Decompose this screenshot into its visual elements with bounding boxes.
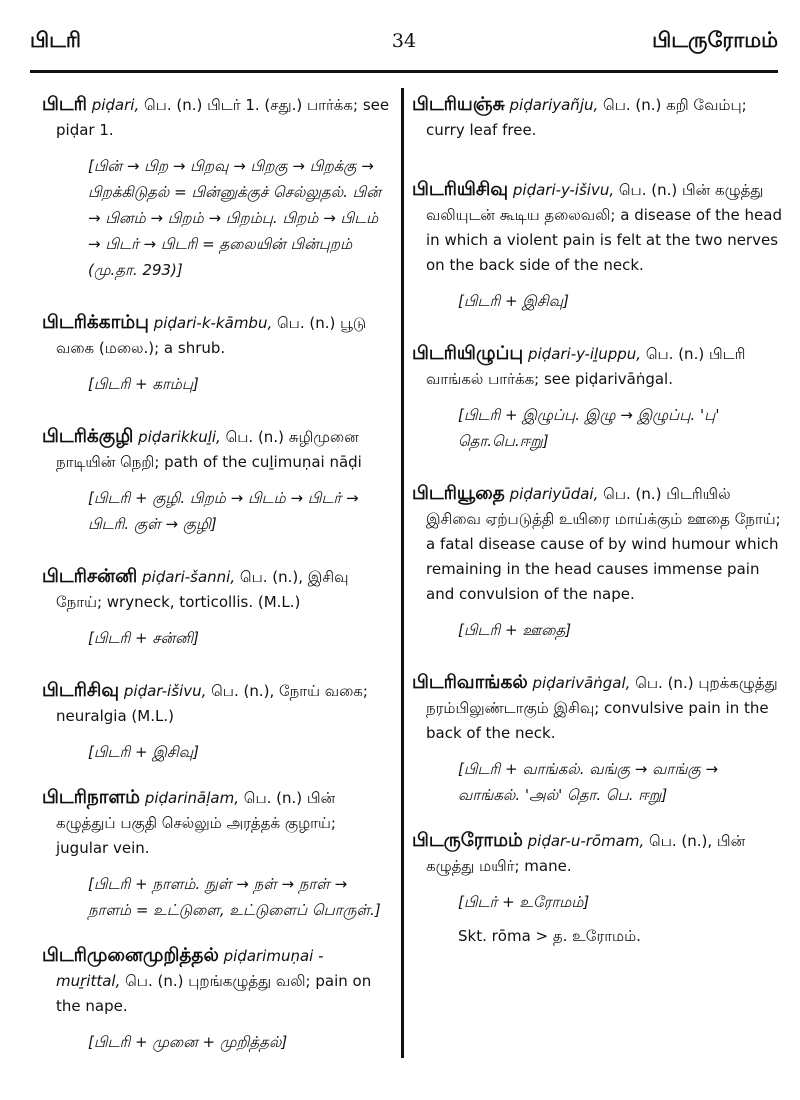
transliteration: piḍar-išivu,: [123, 682, 207, 700]
transliteration: piḍari,: [91, 96, 140, 114]
dictionary-entry: [42, 943, 390, 1055]
transliteration: piḍarimuṇai - muṟittal,: [56, 947, 324, 990]
entry-head: [42, 785, 390, 861]
headword: பிடரிமுனைமுறித்தல்: [42, 945, 219, 966]
etymology: [பின் → பிற → பிறவு → பிறகு → பிறக்கு → பிறக்கிடுதல் = பின்னுக்குச் செல்லுதல். பின் → பினம் → பிறம் → பிறம்பு. பிறம் → பிடம் → பிடர் → பிடரி = தலையின் பின்புறம் (மு.தா. 293)]: [88, 157, 381, 279]
loanword-note: Skt. rōma > த. உரோமம்.: [458, 927, 641, 945]
headword: பிடரிக்காம்பு: [42, 312, 149, 333]
definition: பெ. (n.) கறி வேம்பு; curry leaf free.: [426, 96, 747, 139]
dictionary-entry: [42, 310, 390, 397]
transliteration: piḍarivāṅgal,: [532, 674, 631, 692]
page-number: 34: [391, 30, 417, 52]
etymology: [பிடரி + இசிவு]: [88, 743, 199, 761]
etymology: [பிடரி + குழி. பிறம் → பிடம் → பிடர் → பிடரி. குள் → குழி]: [88, 489, 359, 533]
header-rule: [30, 70, 778, 73]
etymology: [பிடரி + ஊதை]: [458, 621, 572, 639]
dictionary-entry: [412, 670, 784, 808]
headword: பிடரிசன்னி: [42, 566, 138, 587]
transliteration: piḍariyañju,: [509, 96, 599, 114]
headword: பிடரியிசிவு: [412, 179, 509, 200]
column-divider: [401, 88, 404, 1058]
dictionary-entry: [412, 341, 784, 454]
transliteration: piḍariyūdai,: [509, 485, 599, 503]
definition: பெ. (n.) புறங்கழுத்து வலி; pain on the nape.: [56, 972, 372, 1015]
headword: பிடரிவாங்கல்: [412, 672, 528, 693]
entry-head: [42, 564, 390, 615]
dictionary-entry: [412, 481, 784, 643]
definition: பெ. (n.) சுழிமுனை நாடியின் நெறி; path of the cuḻimuṇai nāḍi: [56, 428, 362, 471]
definition: பெ. (n.) பிடரியில் இசிவை ஏற்படுத்தி உயிரை மாய்க்கும் ஊதை நோய்; a fatal disease cause of by wind humour which remaining in the head causes immense pain and convulsion of the nape.: [426, 485, 781, 603]
definition: பெ. (n.) புறக்கழுத்து நரம்பிலுண்டாகும் இசிவு; convulsive pain in the back of the neck.: [426, 674, 778, 742]
headword: பிடரியிழுப்பு: [412, 343, 524, 364]
definition: பெ. (n.) பிடரி வாங்கல் பார்க்க; see piḍarivāṅgal.: [426, 345, 746, 388]
entry-head: [412, 341, 784, 392]
headword: பிடரியூதை: [412, 483, 505, 504]
etymology: [பிடரி + இசிவு]: [458, 292, 569, 310]
page-header: [30, 28, 778, 72]
etymology: [பிடரி + நாளம். நுள் → நள் → நாள் → நாளம் = உட்டுளை, உட்டுளைப் பொருள்.]: [88, 875, 381, 919]
entry-head: [42, 92, 390, 143]
dictionary-entry: [42, 424, 390, 537]
dictionary-entry: [412, 828, 784, 949]
entry-head: [42, 678, 390, 729]
entry-head: [42, 310, 390, 361]
etymology: [பிடரி + முனை + முறித்தல்]: [88, 1033, 288, 1051]
dictionary-entry: [42, 92, 390, 283]
definition: பெ. (n.) பின் கழுத்துப் பகுதி செல்லும் அரத்தக் குழாய்; jugular vein.: [56, 789, 336, 857]
dictionary-entry: [42, 564, 390, 651]
etymology: [பிடரி + வாங்கல். வங்கு → வாங்கு → வாங்கல். 'அல்' தொ. பெ. ஈறு]: [458, 760, 719, 804]
headword: பிடரிசிவு: [42, 680, 120, 701]
etymology: [பிடரி + சன்னி]: [88, 629, 200, 647]
dictionary-entry: [412, 177, 784, 314]
entry-head: [412, 670, 784, 746]
headword: பிடரியஞ்சு: [412, 94, 505, 115]
transliteration: piḍari-y-iḻuppu,: [527, 345, 642, 363]
transliteration: piḍari-k-kāmbu,: [153, 314, 273, 332]
entry-head: [412, 92, 784, 143]
etymology: [பிடரி + காம்பு]: [88, 375, 199, 393]
dictionary-entry: [42, 785, 390, 923]
dictionary-entry: [42, 678, 390, 765]
etymology: [பிடர் + உரோமம்]: [458, 893, 590, 911]
transliteration: piḍarināḷam,: [144, 789, 239, 807]
transliteration: piḍari-šanni,: [142, 568, 236, 586]
definition: பெ. (n.) பூடு வகை (மலை.); a shrub.: [56, 314, 367, 357]
entry-head: [412, 828, 784, 879]
right-column: [412, 84, 784, 949]
dictionary-entry: [412, 92, 784, 143]
transliteration: piḍar-u-rōmam,: [527, 832, 645, 850]
running-head-left: பிடரி: [30, 28, 81, 52]
definition: பெ. (n.) பிடர் 1. (சது.) பார்க்க; see piḍar 1.: [56, 96, 390, 139]
running-head-right: பிடருரோமம்: [652, 28, 778, 52]
transliteration: piḍari-y-išivu,: [512, 181, 615, 199]
headword: பிடருரோமம்: [412, 830, 523, 851]
transliteration: piḍarikkuḻi,: [138, 428, 221, 446]
definition: பெ. (n.), நோய் வகை; neuralgia (M.L.): [56, 682, 368, 725]
definition: பெ. (n.), பின் கழுத்து மயிர்; mane.: [426, 832, 746, 875]
entry-head: [42, 424, 390, 475]
definition: பெ. (n.) பின் கழுத்து வலியுடன் கூடிய தலைவலி; a disease of the head in which a violent pain is felt at the two nerves on the back side of the neck.: [426, 181, 782, 274]
left-column: [42, 84, 390, 1055]
headword: பிடரிநாளம்: [42, 787, 141, 808]
definition: பெ. (n.), இசிவு நோய்; wryneck, torticollis. (M.L.): [56, 568, 349, 611]
entry-head: [412, 177, 784, 278]
headword: பிடரி: [42, 94, 87, 115]
etymology: [பிடரி + இழுப்பு. இழு → இழுப்பு. 'பு' தொ.பெ.ஈறு]: [458, 406, 720, 450]
entry-head: [42, 943, 390, 1019]
entry-head: [412, 481, 784, 607]
headword: பிடரிக்குழி: [42, 426, 134, 447]
